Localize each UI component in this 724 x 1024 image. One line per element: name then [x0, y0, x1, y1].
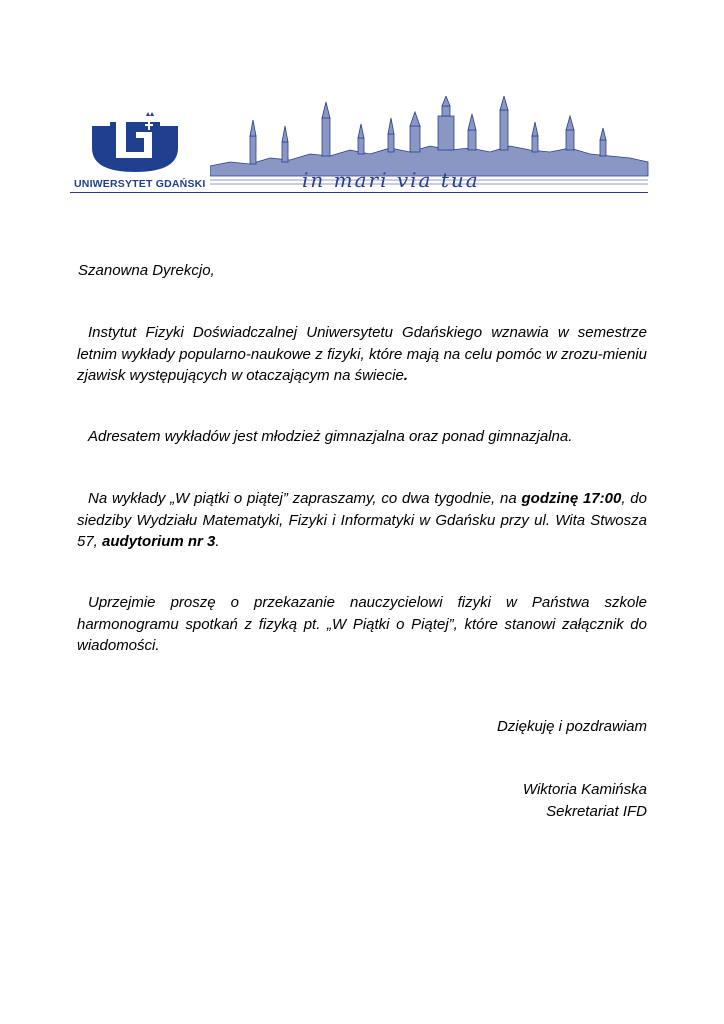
letterhead	[70, 96, 650, 196]
schedule-room: audytorium nr 3	[102, 533, 216, 550]
motto: in mari via tua	[302, 168, 480, 192]
signature-department: Sekretariat IFD	[546, 803, 647, 820]
university-logo	[70, 96, 206, 196]
university-emblem-icon	[92, 108, 178, 174]
schedule-text-3: .	[215, 533, 220, 550]
paragraph-audience: Adresatem wykładów jest młodzież gimnazjalna oraz ponad gimnazjalna.	[88, 428, 573, 445]
salutation: Szanowna Dyrekcjo,	[78, 262, 215, 279]
signature-name: Wiktoria Kamińska	[522, 781, 647, 798]
paragraph-intro-end: .	[403, 367, 408, 384]
schedule-text-2: , do siedziby Wydziału Matematyki, Fizyki i Informatyki w Gdańsku przy ul. Wita Stwosza 57,	[77, 490, 647, 550]
paragraph-request: Uprzejmie proszę o przekazanie nauczycielowi fizyki w Państwa szkole harmonogramu spotkań z fizyką pt. „W Piątki o Piątej”, które stanowi załącznik do wiadomości.	[77, 594, 647, 654]
paragraph-intro-text: Instytut Fizyki Doświadczalnej Uniwersytetu Gdańskiego wznawia w semestrze letnim wykłady popularno-naukowe z fizyki, które mają na celu pomóc w zrozu-mieniu zjawisk występujących w otaczającym na świecie	[77, 324, 647, 384]
closing: Dziękuję i pozdrawiam	[496, 718, 647, 735]
schedule-time: godzinę 17:00	[521, 490, 622, 507]
paragraph-intro	[77, 322, 647, 387]
paragraph-schedule	[77, 488, 647, 553]
university-name: UNIWERSYTET GDAŃSKI	[74, 178, 206, 190]
header-divider	[70, 192, 648, 193]
schedule-text-1: Na wykłady „W piątki o piątej” zapraszamy, co dwa tygodnie, na	[88, 490, 522, 507]
